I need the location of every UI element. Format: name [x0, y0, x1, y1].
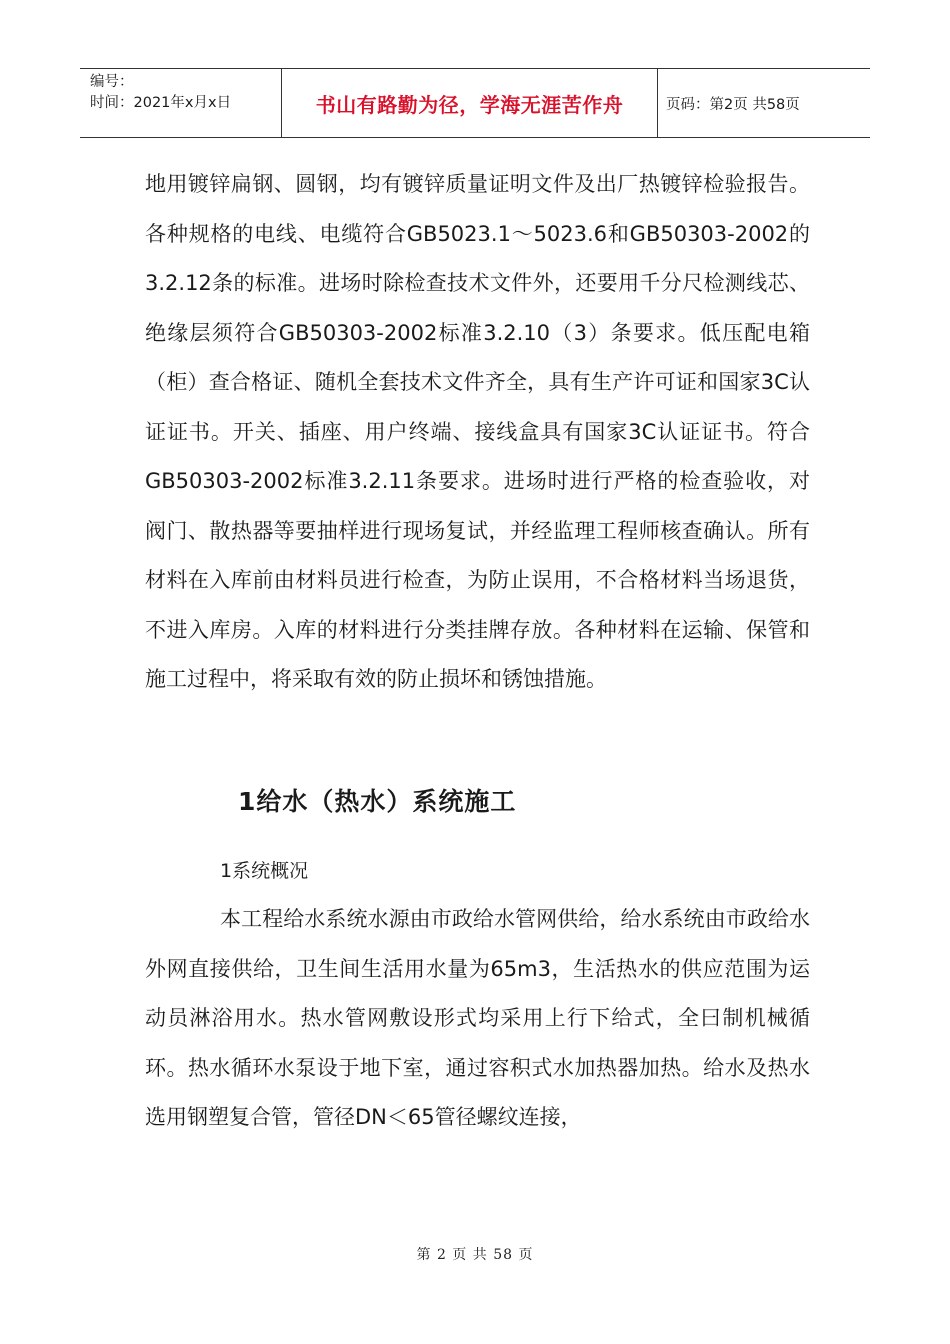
- document-number: 编号：: [90, 74, 134, 90]
- section-body: [145, 895, 810, 1143]
- intro-paragraph: 地用镀锌扁钢、圆钢，均有镀锌质量证明文件及出厂热镀锌检验报告。各种规格的电线、电缆符合GB5023.1～5023.6和GB50303-2002的3.2.12条的标准。进场时除检查技术文件外，还要用千分尺检测线芯、绝缘层须符合GB50303-2002标准3.2.10（3）条要求。低压配电箱（柜）查合格证、随机全套技术文件齐全，具有生产许可证和国家3C认证证书。开关、插座、用户终端、接线盒具有国家3C认证证书。符合GB50303-2002标准3.2.11条要求。进场时进行严格的检查验收，对阀门、散热器等要抽样进行现场复试，并经监理工程师核查确认。所有材料在入库前由材料员进行检查，为防止误用，不合格材料当场退货，不进入库房。入库的材料进行分类挂牌存放。各种材料在运输、保管和施工过程中，将采取有效的防止损坏和锈蚀措施。: [145, 172, 810, 691]
- header-page-info: 页码：第2页 共58页: [666, 96, 800, 113]
- page-footer: 第 2 页 共 58 页: [416, 1247, 534, 1263]
- section-paragraph: 本工程给水系统水源由市政给水管网供给，给水系统由市政给水外网直接供给，卫生间生活用水量为65m3，生活热水的供应范围为运动员淋浴用水。热水管网敷设形式均采用上行下给式，全曰制机械循环。热水循环水泵设于地下室，通过容积式水加热器加热。给水及热水选用钢塑复合管，管径DN＜65管径螺纹连接，: [145, 907, 810, 1129]
- subsection-heading: 1系统概况: [220, 860, 309, 882]
- header-meta: [80, 69, 282, 137]
- page-header: [80, 68, 870, 138]
- intro-section: [145, 160, 810, 705]
- header-motto: 书山有路勤为径，学海无涯苦作舟: [315, 92, 624, 117]
- header-page-cell: [658, 69, 870, 137]
- header-motto-cell: [282, 69, 658, 137]
- section-heading: 1给水（热水）系统施工: [238, 787, 517, 816]
- document-date: 时间：2021年x月x日: [90, 95, 232, 111]
